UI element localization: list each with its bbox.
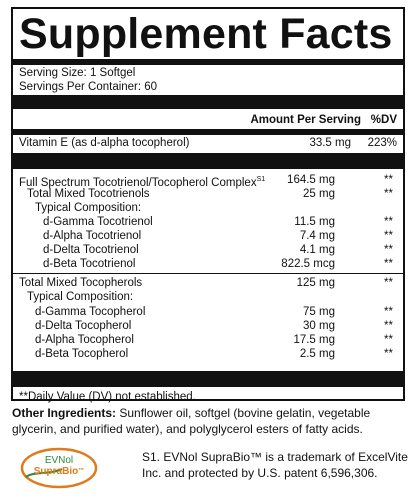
thick-rule <box>13 59 403 65</box>
evnol-suprabio-logo <box>20 447 98 489</box>
thick-rule <box>13 153 403 169</box>
logo-line1: EVNol <box>44 455 74 466</box>
composition-label: Typical Composition: <box>27 291 134 303</box>
nutrient-amount: 164.5 mg <box>287 174 335 186</box>
logo-line2: SupraBio™ <box>33 466 85 477</box>
nutrient-amount: 11.5 mg <box>294 216 335 228</box>
other-ingredients <box>12 405 402 437</box>
nutrient-row <box>13 243 403 257</box>
nutrient-name: d-Alpha Tocopherol <box>35 334 134 346</box>
header-dv: %DV <box>370 114 397 126</box>
nutrient-amount: 7.4 mg <box>299 230 335 242</box>
thick-rule <box>13 129 403 135</box>
nutrient-amount: 30 mg <box>303 320 335 332</box>
nutrient-amount: 75 mg <box>303 306 335 318</box>
nutrient-row <box>13 319 403 333</box>
nutrient-row <box>13 136 403 150</box>
nutrient-row <box>13 173 403 187</box>
supplement-facts-panel <box>11 7 405 401</box>
nutrient-dv: ** <box>384 230 393 242</box>
nutrient-row <box>13 347 403 361</box>
nutrient-dv: ** <box>384 258 393 270</box>
nutrient-amount: 17.5 mg <box>293 334 335 346</box>
composition-label: Typical Composition: <box>35 202 142 214</box>
nutrient-dv: ** <box>384 320 393 332</box>
nutrient-amount: 2.5 mg <box>299 348 335 360</box>
nutrient-name: d-Beta Tocotrienol <box>43 258 136 270</box>
nutrient-name: Total Mixed Tocopherols <box>19 277 143 289</box>
nutrient-name: d-Gamma Tocotrienol <box>43 216 153 228</box>
nutrient-row <box>13 187 403 201</box>
dv-footnote: **Daily Value (DV) not established. <box>19 391 196 403</box>
nutrient-amount: 25 mg <box>303 188 335 200</box>
nutrient-amount: 822.5 mcg <box>281 258 335 270</box>
servings-per-container: Servings Per Container: 60 <box>19 81 158 93</box>
other-ingredients-text: Sunflower oil, softgel (bovine gelatin, vegetable glycerin, and purified water), and polyglycerol esters of fatty acids. <box>12 406 371 436</box>
nutrient-row <box>13 276 403 290</box>
nutrient-name: d-Delta Tocotrienol <box>43 244 139 256</box>
trademark-note: S1. EVNol SupraBio™ is a trademark of ExcelVite Inc. and protected by U.S. patent 6,596,306. <box>142 450 408 480</box>
nutrient-name: d-Beta Tocopherol <box>35 348 129 360</box>
nutrient-dv: 223% <box>367 137 397 149</box>
nutrient-amount: 125 mg <box>296 277 335 289</box>
column-header <box>13 113 403 127</box>
nutrient-name: d-Delta Tocopherol <box>35 320 132 332</box>
nutrient-name: d-Gamma Tocopherol <box>35 306 146 318</box>
nutrient-dv: ** <box>384 188 393 200</box>
nutrient-row <box>13 257 403 271</box>
nutrient-amount: 33.5 mg <box>309 137 351 149</box>
nutrient-dv: ** <box>384 306 393 318</box>
panel-title: Supplement Facts <box>19 10 393 58</box>
nutrient-name: Total Mixed Tocotrienols <box>27 188 150 200</box>
thin-rule <box>13 273 403 274</box>
nutrient-dv: ** <box>384 244 393 256</box>
nutrient-dv: ** <box>384 216 393 228</box>
nutrient-row <box>13 229 403 243</box>
nutrient-amount: 4.1 mg <box>299 244 335 256</box>
nutrient-row <box>13 215 403 229</box>
nutrient-row <box>13 305 403 319</box>
serving-size: Serving Size: 1 Softgel <box>19 67 136 79</box>
thick-rule <box>13 371 403 387</box>
nutrient-name: d-Alpha Tocotrienol <box>43 230 142 242</box>
nutrient-dv: ** <box>384 174 393 186</box>
other-ingredients-label: Other Ingredients: <box>12 406 117 420</box>
nutrient-dv: ** <box>384 334 393 346</box>
thick-rule <box>13 95 403 109</box>
header-amount: Amount Per Serving <box>250 114 361 126</box>
nutrient-name: Full Spectrum Tocotrienol/Tocopherol Complex$^{S1}$ <box>19 176 266 189</box>
nutrient-dv: ** <box>384 277 393 289</box>
nutrient-name: Vitamin E (as d-alpha tocopherol) <box>19 137 190 149</box>
nutrient-dv: ** <box>384 348 393 360</box>
nutrient-row <box>13 333 403 347</box>
